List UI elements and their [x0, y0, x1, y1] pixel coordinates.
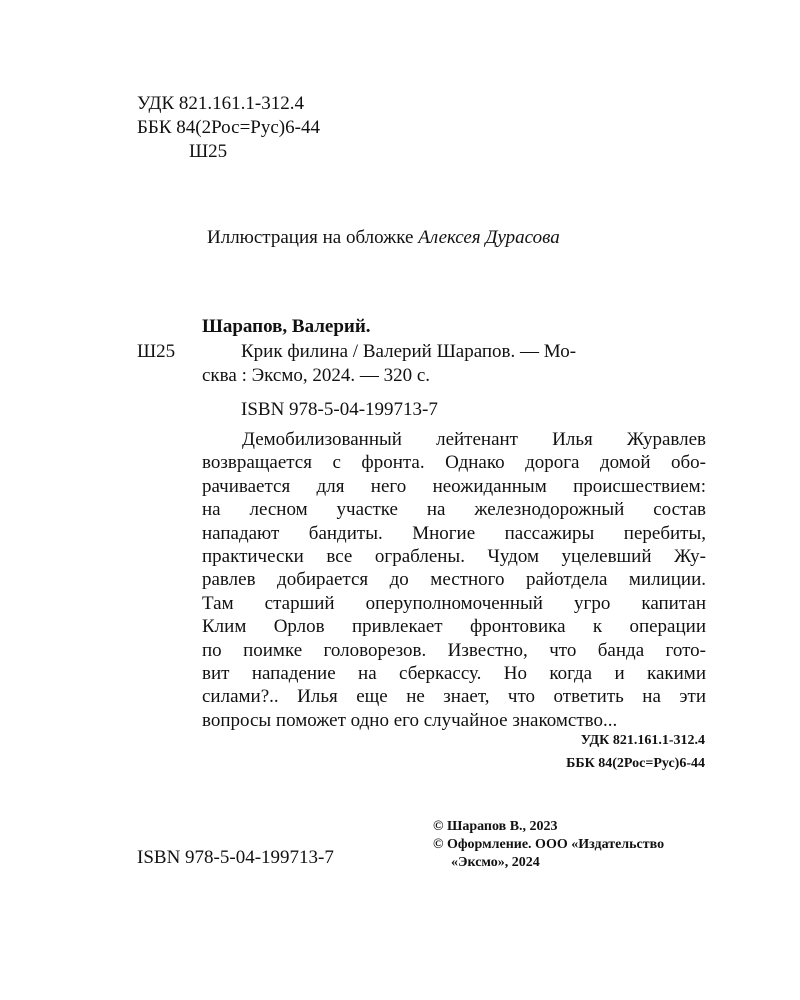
copyright-design-line1: © Оформление. ООО «Издательство — [433, 837, 665, 852]
annotation — [202, 428, 706, 732]
author-sign: Ш25 — [189, 141, 228, 162]
author-heading: Шарапов, Валерий. — [202, 316, 371, 337]
record-title-line2: сква : Эксмо, 2024. — 320 с. — [202, 365, 431, 386]
footer-isbn: ISBN 978-5-04-199713-7 — [137, 847, 334, 868]
record-title-line1: Крик филина / Валерий Шарапов. — Мо- — [241, 341, 577, 362]
illustration-credit — [207, 227, 560, 249]
record-author-sign: Ш25 — [137, 341, 176, 362]
illustration-artist: Алексея Дурасова — [418, 227, 560, 248]
annotation-line: вит нападение на сберкассу. Но когда и какими — [202, 663, 706, 685]
illustration-prefix: Иллюстрация на обложке — [207, 227, 414, 248]
annotation-line: по поимке головорезов. Известно, что банда гото- — [202, 639, 706, 661]
udk-code: УДК 821.161.1-312.4 — [137, 93, 304, 114]
annotation-line: возвращается с фронта. Однако дорога домой обо- — [202, 452, 706, 474]
annotation-line: силами?.. Илья еще не знает, что ответить на эти — [202, 686, 706, 708]
annotation-line: Клим Орлов привлекает фронтовика к операции — [202, 616, 706, 638]
copyright-design-line2: «Эксмо», 2024 — [451, 855, 540, 870]
annotation-line: Там старший оперуполномоченный угро капитан — [202, 592, 706, 614]
bottom-bbk-code: ББК 84(2Рос=Рус)6-44 — [566, 756, 705, 771]
annotation-line: нападают бандиты. Многие пассажиры перебиты, — [202, 522, 706, 544]
annotation-line: практически все ограблены. Чудом уцелевший Жу- — [202, 546, 706, 568]
annotation-line: Демобилизованный лейтенант Илья Журавлев — [242, 429, 706, 450]
bottom-udk-code: УДК 821.161.1-312.4 — [580, 733, 705, 748]
bbk-code: ББК 84(2Рос=Рус)6-44 — [137, 117, 320, 138]
annotation-line: вопросы поможет одно его случайное знакомство... — [202, 709, 618, 731]
annotation-line: равлев добирается до местного райотдела милиции. — [202, 569, 706, 591]
annotation-line: на лесном участке на железнодорожный состав — [202, 499, 706, 521]
record-isbn: ISBN 978-5-04-199713-7 — [241, 399, 438, 420]
annotation-line: рачивается для него неожиданным происшествием: — [202, 475, 706, 497]
copyright-author: © Шарапов В., 2023 — [433, 819, 558, 834]
